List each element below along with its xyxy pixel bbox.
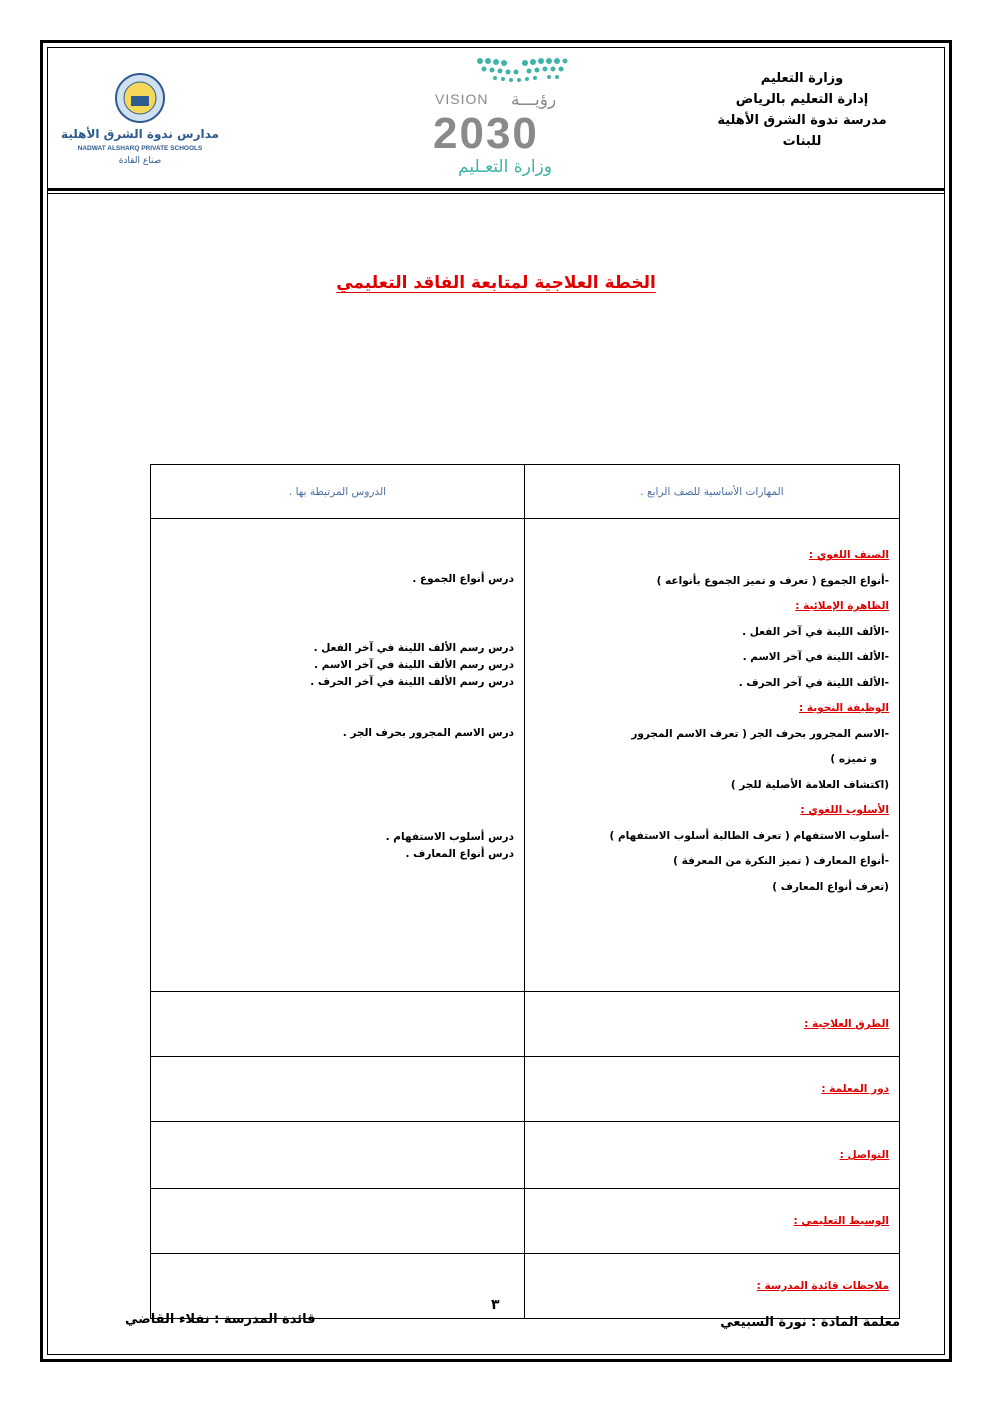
- vision-text: VISION: [435, 91, 489, 107]
- lesson-item: درس الاسم المجرور بحرف الجر .: [342, 727, 514, 739]
- row-value: [151, 1254, 525, 1319]
- lesson-item: درس أسلوب الاستفهام .: [385, 831, 514, 843]
- table-content-row: [151, 519, 900, 992]
- plan-table: [150, 464, 900, 1319]
- skills-item: -أنواع المعارف ( تميز النكرة من المعرفة ): [673, 855, 889, 867]
- skills-cell: [525, 519, 900, 992]
- row-value: [151, 1057, 525, 1122]
- table-row-communication: [151, 1122, 900, 1189]
- header-divider: [47, 188, 945, 191]
- lesson-item: درس رسم الألف اللينة في آخر الاسم .: [314, 659, 514, 671]
- principal-signature-line: قائدة المدرسة : نفلاء القاضي: [125, 1312, 316, 1327]
- ministry-line: وزارة التعليم: [760, 71, 844, 86]
- skills-item: -أنواع الجموع ( تعرف و تميز الجموع بأنواعه ): [656, 574, 889, 587]
- skills-section-title: الصنف اللغوي :: [808, 549, 889, 561]
- ministry-logo-text: وزارة التعـليم: [458, 157, 552, 177]
- header-divider-thin: [47, 193, 945, 194]
- lesson-item: درس أنواع المعارف .: [405, 848, 514, 860]
- row-label: الوسيط التعليمي :: [525, 1189, 900, 1254]
- school-slogan: صناع القادة: [118, 156, 162, 166]
- skills-column-header: المهارات الأساسية للصف الرابع .: [525, 465, 900, 519]
- lessons-column-header: الدروس المرتبطة بها .: [151, 465, 525, 519]
- lesson-item: درس رسم الألف اللينة في آخر الحرف .: [310, 676, 514, 688]
- row-value: [151, 1189, 525, 1254]
- vision-arabic-text: رؤيـــة: [511, 90, 557, 110]
- school-english-name: NADWAT ALSHARQ PRIVATE SCHOOLS: [77, 145, 203, 152]
- row-label: الطرق العلاجية :: [525, 992, 900, 1057]
- table-row-teacher-role: [151, 1057, 900, 1122]
- page-title-text: الخطة العلاجية لمتابعة الفاقد التعليمي: [336, 273, 656, 293]
- ministry-line: إدارة التعليم بالرياض: [735, 92, 869, 107]
- ministry-line: للبنات: [782, 134, 822, 149]
- teacher-signature-line: معلمة المادة : نورة السبيعي: [720, 1315, 900, 1330]
- vision-year-text: 2030: [433, 109, 539, 158]
- table-row-principal-notes: [151, 1254, 900, 1319]
- lessons-cell: [151, 519, 525, 992]
- skills-item: -أسلوب الاستفهام ( تعرف الطالبة أسلوب الاستفهام ): [609, 829, 889, 842]
- lesson-group: [310, 640, 514, 691]
- row-value: [151, 992, 525, 1057]
- table-row-remedial-methods: [151, 992, 900, 1057]
- lesson-item: درس رسم الألف اللينة في آخر الفعل .: [313, 642, 514, 654]
- page-title: [0, 273, 992, 293]
- skills-item: -الألف اللينة في آخر الفعل .: [742, 625, 889, 638]
- table-row-educational-medium: [151, 1189, 900, 1254]
- lesson-group: [386, 829, 514, 863]
- vision-2030-logo: [425, 55, 585, 180]
- lesson-group: [412, 571, 514, 588]
- row-value: [151, 1122, 525, 1189]
- skills-item: (اكتشاف العلامة الأصلية للجر ): [730, 778, 889, 791]
- row-label: ملاحظات قائدة المدرسة :: [525, 1254, 900, 1319]
- vision-dots-icon: [477, 58, 568, 82]
- skills-section-title: الأسلوب اللغوي :: [800, 804, 889, 816]
- table-header-row: [151, 465, 900, 519]
- skills-section-title: الظاهرة الإملائية :: [795, 600, 889, 612]
- lesson-group: [343, 725, 514, 742]
- ministry-line: مدرسة ندوة الشرق الأهلية: [717, 113, 887, 128]
- row-label: دور المعلمة :: [525, 1057, 900, 1122]
- page-number: ٣: [491, 1297, 500, 1313]
- skills-item: -الألف اللينة في آخر الاسم .: [742, 651, 889, 663]
- lesson-item: درس أنواع الجموع .: [412, 573, 514, 585]
- skills-item: و تميزه ): [830, 753, 877, 765]
- school-arabic-name: مدارس ندوة الشرق الأهلية: [61, 127, 219, 141]
- skills-item: -الاسم المجرور بحرف الجر ( تعرف الاسم المجرور: [631, 727, 889, 740]
- ministry-header: [672, 68, 932, 152]
- skills-section-title: الوظيفة النحوية :: [798, 702, 889, 714]
- school-logo: [61, 68, 219, 178]
- skills-item: (تعرف أنواع المعارف ): [772, 880, 889, 893]
- skills-item: -الألف اللينة في آخر الحرف .: [738, 676, 889, 689]
- row-label: التواصل :: [525, 1122, 900, 1189]
